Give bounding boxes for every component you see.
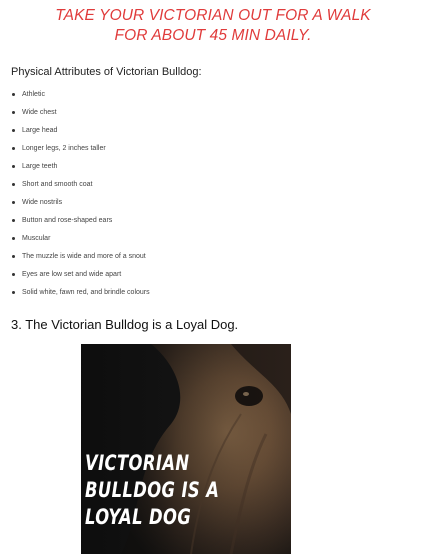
list-item: Large teeth [0,160,150,178]
quote-line-1: TAKE YOUR VICTORIAN OUT FOR A WALK [55,7,371,24]
section-heading: 3. The Victorian Bulldog is a Loyal Dog. [11,317,239,332]
image-overlay-caption [85,450,219,531]
loyal-dog-image [81,344,291,554]
overlay-line-3: LOYAL DOG [85,505,192,529]
overlay-line-2: BULLDOG IS A [85,478,220,502]
overlay-line-1: VICTORIAN [85,451,190,475]
list-item: The muzzle is wide and more of a snout [0,250,150,268]
attributes-heading: Physical Attributes of Victorian Bulldog: [11,66,202,78]
list-item: Eyes are low set and wide apart [0,268,150,286]
list-item: Wide chest [0,106,150,124]
quote-line-2: FOR ABOUT 45 MIN DAILY. [114,27,312,44]
walk-tip-quote [0,6,426,46]
list-item: Muscular [0,232,150,250]
list-item: Short and smooth coat [0,178,150,196]
attributes-list [0,88,150,304]
list-item: Button and rose-shaped ears [0,214,150,232]
list-item: Longer legs, 2 inches taller [0,142,150,160]
list-item: Solid white, fawn red, and brindle colours [0,286,150,304]
list-item: Wide nostrils [0,196,150,214]
list-item: Athletic [0,88,150,106]
list-item: Large head [0,124,150,142]
